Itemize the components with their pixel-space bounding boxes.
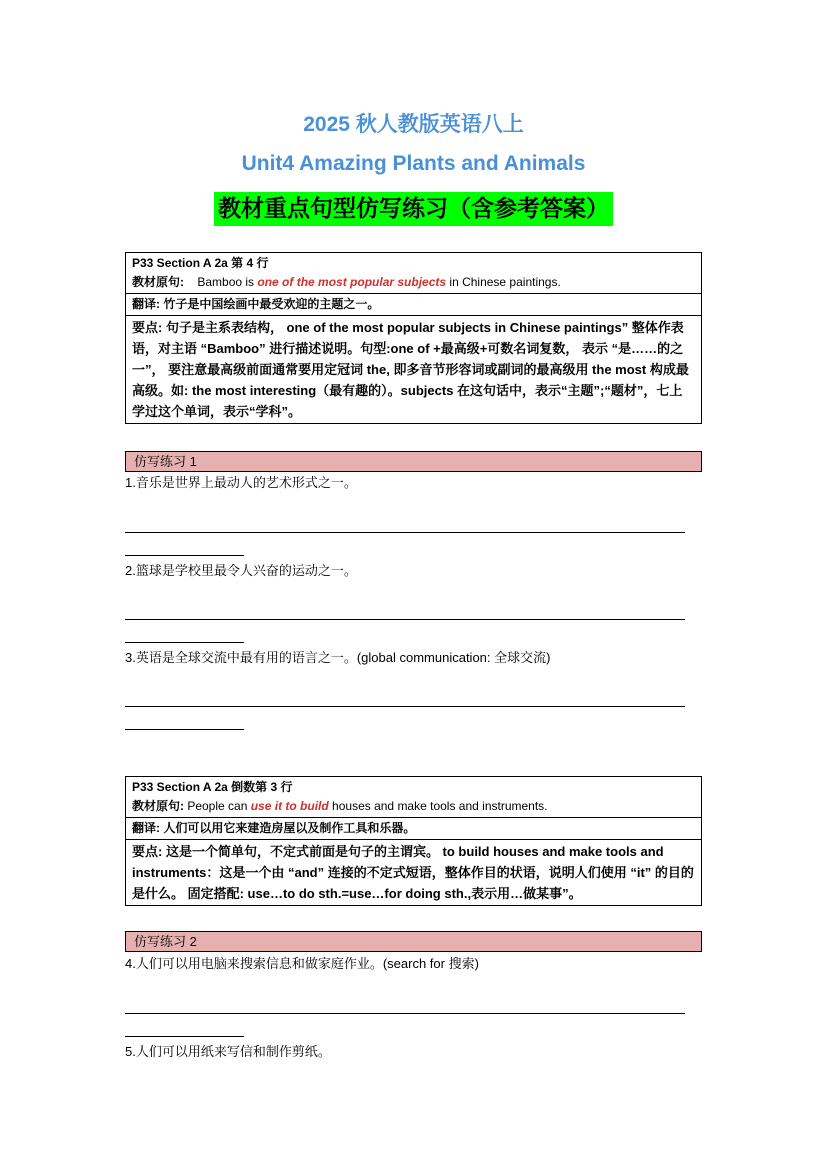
source-row: [126, 777, 701, 818]
document-title-line3-wrap: [0, 192, 827, 226]
document-title-line1: 2025 秋人教版英语八上: [303, 113, 524, 136]
source-location: P33 Section A 2a 第 4 行: [132, 256, 269, 270]
question-1: 1.音乐是世界上最动人的艺术形式之一。: [125, 475, 357, 490]
highlight-phrase: one of the most popular subjects: [257, 275, 447, 289]
translation-row: 翻译: 竹子是中国绘画中最受欢迎的主题之一。: [126, 294, 701, 316]
answer-line-1-end: [125, 555, 244, 556]
original-sentence: 教材原句: Bamboo is one of the most popular subjects in Chinese paintings.: [132, 275, 561, 289]
key-points-row: 要点: 句子是主系表结构， one of the most popular subjects in Chinese paintings” 整体作表语，对主语 “Bamboo” 进行描述说明。句型:one of +最高级+可数名词复数， 表示 “是……的之一”， 要注意最高级前面通常要用定冠词 the, 即多音节形容词或副词的最高级用 the most 构成最高级。如: the most interesting（最有趣的）。subjects 在这句话中，表示“主题”;“题材”，七上学过这个单词，表示“学科”。: [132, 320, 689, 419]
answer-line-3-end: [125, 729, 244, 730]
translation-row: 翻译: 人们可以用它来建造房屋以及制作工具和乐器。: [126, 818, 701, 840]
answer-line-3[interactable]: [125, 706, 685, 707]
answer-line-4[interactable]: [125, 1013, 685, 1014]
practice-label-2: 仿写练习 2: [125, 931, 702, 952]
question-2: 2.篮球是学校里最令人兴奋的运动之一。: [125, 563, 357, 578]
source-location: P33 Section A 2a 倒数第 3 行: [132, 780, 293, 794]
question-3: 3.英语是全球交流中最有用的语言之一。(global communication: 全球交流): [125, 650, 551, 665]
document-title-line2: Unit4 Amazing Plants and Animals: [241, 152, 586, 175]
original-sentence: 教材原句: People can use it to build houses and make tools and instruments.: [132, 799, 548, 813]
source-row: [126, 253, 701, 294]
answer-line-1[interactable]: [125, 532, 685, 533]
sentence-box-1: [125, 252, 702, 424]
answer-line-4-end: [125, 1036, 244, 1037]
question-4: 4.人们可以用电脑来搜索信息和做家庭作业。(search for 搜索): [125, 956, 479, 971]
question-5: 5.人们可以用纸来写信和制作剪纸。: [125, 1044, 331, 1059]
practice-label-1: 仿写练习 1: [125, 451, 702, 472]
document-title-line3: 教材重点句型仿写练习（含参考答案）: [214, 192, 613, 226]
key-points-row: 要点: 这是一个简单句，不定式前面是句子的主谓宾。 to build houses and make tools and instruments：这是一个由 “and” 连接的不定式短语，整体作目的状语，说明人们使用 “it” 的目的是什么。 固定搭配: use…to do sth.=use…for doing sth.,表示用…做某事”。: [132, 844, 694, 901]
answer-line-2[interactable]: [125, 619, 685, 620]
highlight-phrase: use it to build: [250, 799, 329, 813]
answer-line-2-end: [125, 642, 244, 643]
sentence-box-2: [125, 776, 702, 906]
